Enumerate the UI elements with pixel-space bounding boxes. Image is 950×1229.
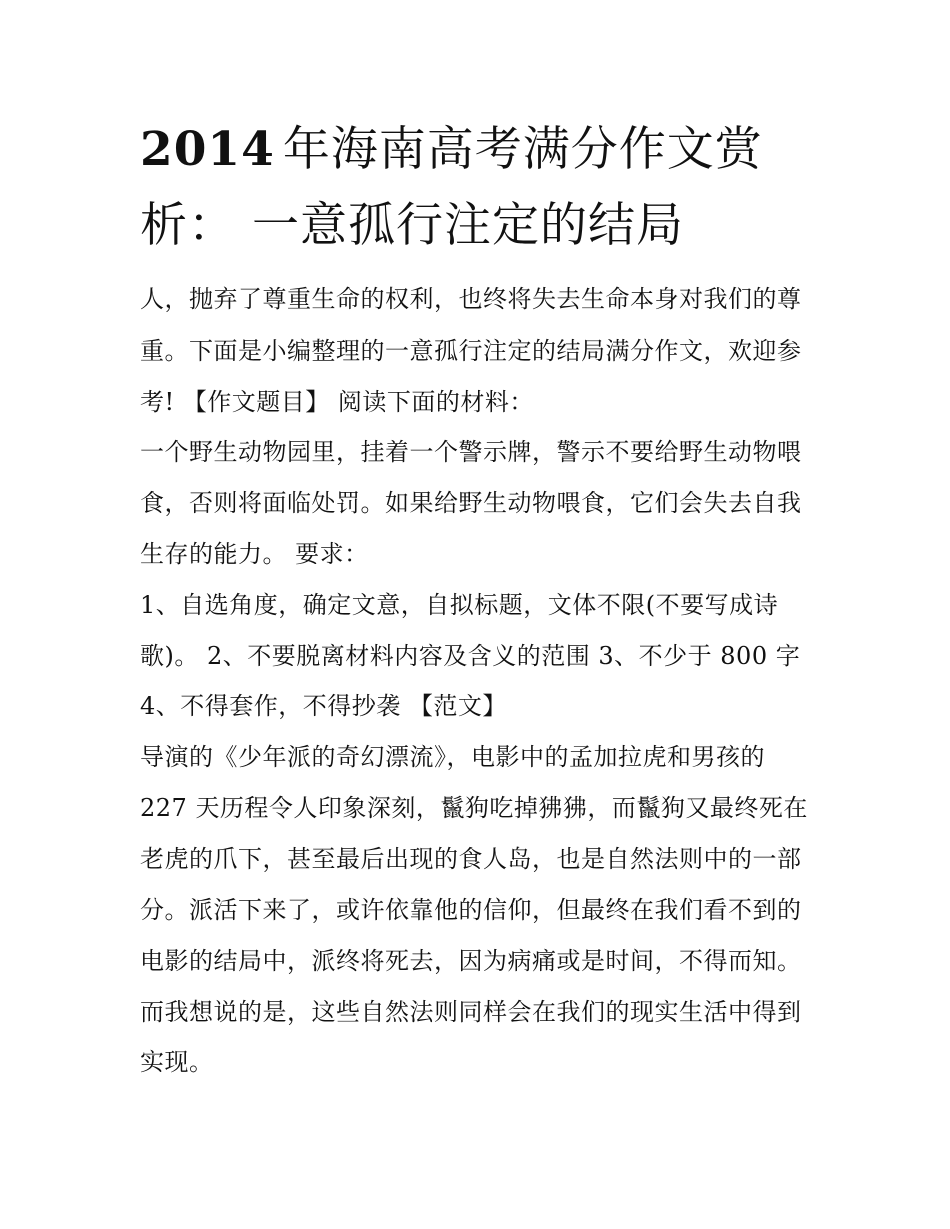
- body-line: 一个野生动物园里，挂着一个警示牌，警示不要给野生动物喂: [140, 438, 802, 466]
- body-line: 歌)。 2、不要脱离材料内容及含义的范围 3、不少于 800 字: [140, 642, 801, 670]
- body-line: 考! 【作文题目】 阅读下面的材料：: [140, 388, 534, 416]
- title-year: 2014: [140, 122, 275, 177]
- body-line: 老虎的爪下，甚至最后出现的食人岛，也是自然法则中的一部: [140, 845, 802, 873]
- title-line-2: 析： 一意孤行注定的结局: [140, 198, 684, 253]
- body-line: 电影的结局中，派终将死去，因为病痛或是时间，不得而知。: [140, 947, 802, 975]
- title-line-1: 年海南高考满分作文赏: [282, 122, 763, 177]
- body-line: 227 天历程令人印象深刻，鬣狗吃掉狒狒，而鬣狗又最终死在: [140, 794, 808, 822]
- body-line: 重。下面是小编整理的一意孤行注定的结局满分作文，欢迎参: [140, 337, 802, 365]
- body-line: 食，否则将面临处罚。如果给野生动物喂食，它们会失去自我: [140, 489, 802, 517]
- body-line: 4、不得套作，不得抄袭 【范文】: [140, 692, 507, 720]
- body-line: 实现。: [140, 1048, 214, 1076]
- body-line: 分。派活下来了，或许依靠他的信仰，但最终在我们看不到的: [140, 896, 802, 924]
- page-title: [140, 112, 820, 264]
- body-line: 1、自选角度，确定文意，自拟标题，文体不限(不要写成诗: [140, 591, 779, 619]
- body-line: 人，抛弃了尊重生命的权利，也终将失去生命本身对我们的尊: [140, 285, 802, 313]
- body-line: 导演的《少年派的奇幻漂流》，电影中的孟加拉虎和男孩的: [140, 743, 765, 771]
- body-line: 生存的能力。 要求：: [140, 540, 369, 568]
- body-line: 而我想说的是，这些自然法则同样会在我们的现实生活中得到: [140, 998, 802, 1026]
